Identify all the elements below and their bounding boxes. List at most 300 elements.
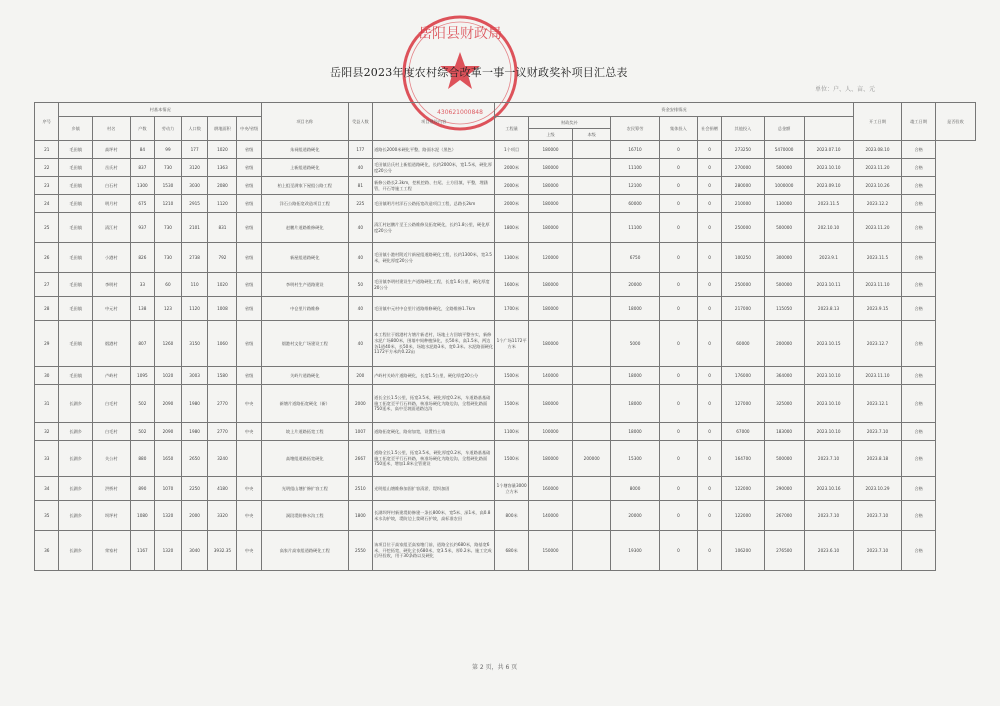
table-cell-households: 502 xyxy=(130,423,154,441)
table-cell-accept: 合格 xyxy=(902,297,935,321)
table-cell-social: 0 xyxy=(697,141,721,159)
table-cell-total: 200000 xyxy=(764,321,804,367)
table-cell-level: 省级 xyxy=(237,297,261,321)
table-cell-start: 2023.10.16 xyxy=(804,477,853,501)
table-cell-town: 毛田镇 xyxy=(59,159,92,177)
table-cell-finish: 2023.12.7 xyxy=(853,321,902,367)
table-cell-households: 937 xyxy=(130,213,154,243)
table-cell-beneficiaries: 1007 xyxy=(348,423,372,441)
table-row xyxy=(35,141,976,159)
table-cell-county xyxy=(573,531,611,571)
table-cell-labor-in: 12100 xyxy=(611,177,660,195)
table-cell-farmland: 1580 xyxy=(208,367,237,385)
header-funds: 资金安排情况 xyxy=(495,103,853,117)
table-cell-beneficiaries: 40 xyxy=(348,321,372,367)
table-row xyxy=(35,297,976,321)
table-cell-seq: 31 xyxy=(35,385,59,423)
header-central-province: 中央/省级 xyxy=(237,117,261,141)
table-cell-upper: 180000 xyxy=(528,273,572,297)
table-cell-town: 毛田镇 xyxy=(59,243,92,273)
table-row xyxy=(35,213,976,243)
table-cell-workload: 2000米 xyxy=(495,195,528,213)
table-cell-workload: 2000米 xyxy=(495,159,528,177)
header-farmland: 耕地面积 xyxy=(208,117,237,141)
table-cell-social: 0 xyxy=(697,501,721,531)
table-cell-other: 250000 xyxy=(722,213,764,243)
table-cell-level: 省级 xyxy=(237,213,261,243)
table-cell-upper: 120000 xyxy=(528,243,572,273)
table-cell-level: 省级 xyxy=(237,321,261,367)
table-row xyxy=(35,423,976,441)
table-cell-farmland: 1120 xyxy=(208,195,237,213)
table-cell-other: 60000 xyxy=(722,321,764,367)
table-cell-county xyxy=(573,423,611,441)
table-cell-finish: 2023.9.15 xyxy=(853,297,902,321)
table-cell-level: 中央 xyxy=(237,531,261,571)
table-cell-content: 毛田镇明月村洋石公路拓宽改造项目工程，总路长2km xyxy=(373,195,495,213)
table-cell-seq: 24 xyxy=(35,195,59,213)
table-cell-village: 坝坪村 xyxy=(92,501,130,531)
table-cell-households: 84 xyxy=(130,141,154,159)
table-cell-level: 中央 xyxy=(237,423,261,441)
page-footer: 第 2 页，共 6 页 xyxy=(472,664,518,671)
table-cell-finish: 2023.11.20 xyxy=(853,159,902,177)
table-cell-workload: 1500米 xyxy=(495,385,528,423)
table-cell-labor: 730 xyxy=(155,213,182,243)
table-cell-workload: 800米 xyxy=(495,501,528,531)
table-cell-project: 洞段堤防修水沟工程 xyxy=(261,501,348,531)
table-cell-town: 毛田镇 xyxy=(59,195,92,213)
table-cell-seq: 29 xyxy=(35,321,59,367)
table-cell-collective: 0 xyxy=(660,531,698,571)
table-cell-seq: 23 xyxy=(35,177,59,195)
header-labor: 劳动力 xyxy=(155,117,182,141)
svg-text:岳阳县财政局: 岳阳县财政局 xyxy=(418,26,502,42)
table-cell-households: 826 xyxy=(130,243,154,273)
table-cell-households: 1080 xyxy=(130,501,154,531)
table-cell-accept: 合格 xyxy=(902,159,935,177)
header-fiscal: 财政奖补 xyxy=(528,117,610,129)
table-cell-population: 2101 xyxy=(181,213,208,243)
table-cell-town: 长湖乡 xyxy=(59,441,92,477)
table-cell-workload: 1300米 xyxy=(495,243,528,273)
table-cell-labor: 730 xyxy=(155,159,182,177)
table-cell-county xyxy=(573,195,611,213)
table-cell-other: 164700 xyxy=(722,441,764,477)
table-cell-farmland: 3240 xyxy=(208,441,237,477)
table-cell-county xyxy=(573,321,611,367)
table-cell-start: 2023.10.10 xyxy=(804,159,853,177)
table-cell-upper: 180000 xyxy=(528,297,572,321)
header-households: 户数 xyxy=(130,117,154,141)
table-cell-level: 省级 xyxy=(237,195,261,213)
header-finish: 竣工日期 xyxy=(902,103,935,141)
table-cell-start: 2023.9.1 xyxy=(804,243,853,273)
table-cell-seq: 26 xyxy=(35,243,59,273)
header-upper: 上级 xyxy=(528,129,572,141)
table-cell-households: 33 xyxy=(130,273,154,297)
table-cell-total: 130000 xyxy=(764,195,804,213)
table-cell-collective: 0 xyxy=(660,297,698,321)
table-cell-finish: 2023.11.20 xyxy=(853,213,902,243)
table-cell-project: 洋石公路拓宽改造项目工程 xyxy=(261,195,348,213)
table-cell-social: 0 xyxy=(697,477,721,501)
table-cell-beneficiaries: 40 xyxy=(348,297,372,321)
table-row xyxy=(35,159,976,177)
table-cell-village: 白毛村 xyxy=(92,423,130,441)
table-cell-workload: 1500米 xyxy=(495,441,528,477)
table-cell-village: 关公村 xyxy=(92,441,130,477)
table-cell-population: 3030 xyxy=(181,177,208,195)
table-cell-village: 洪桥村 xyxy=(92,477,130,501)
table-cell-project: 烟港村文化广场建设工程 xyxy=(261,321,348,367)
header-town: 乡镇 xyxy=(59,117,92,141)
table-cell-social: 0 xyxy=(697,441,721,477)
table-cell-content: 清江村赵鹏片至王公路维修及拓宽硬化，长约1.8公里，硬化厚度20公分 xyxy=(373,213,495,243)
table-cell-finish: 2023.11.5 xyxy=(853,243,902,273)
table-cell-village: 岳氏村 xyxy=(92,159,130,177)
table-cell-labor-in: 6750 xyxy=(611,243,660,273)
table-cell-content: 卢岭村关岭片道路硬化，长度1.5公里，硬化厚度20公分 xyxy=(373,367,495,385)
table-cell-labor: 1320 xyxy=(155,531,182,571)
table-cell-collective: 0 xyxy=(660,501,698,531)
table-cell-finish: 2023.10.29 xyxy=(853,477,902,501)
table-cell-labor-in: 18000 xyxy=(611,385,660,423)
table-cell-project: 高塘组道路拓宽硬化 xyxy=(261,441,348,477)
table-cell-upper: 160000 xyxy=(528,477,572,501)
table-cell-households: 837 xyxy=(130,159,154,177)
table-cell-labor-in: 19300 xyxy=(611,531,660,571)
table-cell-total: 500000 xyxy=(764,213,804,243)
table-cell-other: 67000 xyxy=(722,423,764,441)
table-cell-project: 朱祠组道路硬化 xyxy=(261,141,348,159)
table-cell-project: 新屋组道路硬化 xyxy=(261,243,348,273)
table-cell-collective: 0 xyxy=(660,273,698,297)
table-cell-other: 122000 xyxy=(722,501,764,531)
table-cell-households: 807 xyxy=(130,321,154,367)
table-cell-project: 坡上片道路拓宽工程 xyxy=(261,423,348,441)
table-cell-start: 202.10.10 xyxy=(804,213,853,243)
table-cell-social: 0 xyxy=(697,423,721,441)
table-cell-households: 1095 xyxy=(130,367,154,385)
table-row xyxy=(35,243,976,273)
table-cell-town: 毛田镇 xyxy=(59,213,92,243)
table-cell-workload: 1100米 xyxy=(495,423,528,441)
table-cell-seq: 33 xyxy=(35,441,59,477)
table-cell-level xyxy=(237,441,261,477)
table-cell-project: 李明村生产道路建设 xyxy=(261,273,348,297)
header-seq: 序号 xyxy=(35,103,59,141)
table-cell-level: 省级 xyxy=(237,367,261,385)
table-cell-town: 长湖乡 xyxy=(59,501,92,531)
table-cell-project: 光明组山塘扩修扩容工程 xyxy=(261,477,348,501)
table-cell-labor-in: 18000 xyxy=(611,297,660,321)
table-cell-content: 毛田镇中元村中仓里片道路维修硬化，全路维修1.7km xyxy=(373,297,495,321)
table-cell-households: 1167 xyxy=(130,531,154,571)
table-cell-population: 3120 xyxy=(181,159,208,177)
table-cell-social: 0 xyxy=(697,531,721,571)
table-cell-workload: 1800米 xyxy=(495,213,528,243)
table-row xyxy=(35,195,976,213)
table-cell-village: 中元村 xyxy=(92,297,130,321)
table-cell-level: 中央 xyxy=(237,501,261,531)
table-cell-population: 2000 xyxy=(181,501,208,531)
table-cell-finish: 2023.11.10 xyxy=(853,273,902,297)
table-cell-total: 115050 xyxy=(764,297,804,321)
table-cell-seq: 22 xyxy=(35,159,59,177)
table-cell-population: 1120 xyxy=(181,297,208,321)
table-cell-labor-in: 11100 xyxy=(611,159,660,177)
header-workload: 工程量 xyxy=(495,117,528,141)
table-cell-upper: 140000 xyxy=(528,501,572,531)
table-cell-town: 毛田镇 xyxy=(59,273,92,297)
header-content: 项目建设内容 xyxy=(373,103,495,141)
table-cell-labor-in: 8000 xyxy=(611,477,660,501)
table-cell-finish: 2023.7.10 xyxy=(853,501,902,531)
table-cell-labor-in: 18000 xyxy=(611,423,660,441)
table-cell-total: 183000 xyxy=(764,423,804,441)
table-cell-seq: 21 xyxy=(35,141,59,159)
table-cell-level: 省级 xyxy=(237,177,261,195)
table-cell-households: 890 xyxy=(130,477,154,501)
table-cell-other: 270000 xyxy=(722,159,764,177)
summary-table xyxy=(34,102,976,571)
table-row xyxy=(35,501,976,531)
table-cell-county xyxy=(573,177,611,195)
table-cell-seq: 35 xyxy=(35,501,59,531)
table-cell-beneficiaries: 50 xyxy=(348,273,372,297)
table-cell-accept: 合格 xyxy=(902,501,935,531)
table-cell-other: 273250 xyxy=(722,141,764,159)
table-cell-households: 675 xyxy=(130,195,154,213)
header-other: 其他投入 xyxy=(722,117,764,141)
table-cell-workload: 1700米 xyxy=(495,297,528,321)
table-cell-upper: 150000 xyxy=(528,531,572,571)
table-cell-labor: 730 xyxy=(155,243,182,273)
table-cell-labor-in: 5000 xyxy=(611,321,660,367)
table-cell-labor: 2090 xyxy=(155,423,182,441)
table-cell-population: 2650 xyxy=(181,441,208,477)
table-cell-beneficiaries: 225 xyxy=(348,195,372,213)
table-cell-workload: 1个广场1172平方米 xyxy=(495,321,528,367)
table-row xyxy=(35,385,976,423)
table-cell-upper: 180000 xyxy=(528,441,572,477)
table-cell-upper: 100000 xyxy=(528,423,572,441)
table-cell-start: 2023.10.11 xyxy=(804,273,853,297)
table-cell-accept: 合格 xyxy=(902,195,935,213)
table-cell-farmland: 2080 xyxy=(208,177,237,195)
table-cell-project: 中仓里片路维修 xyxy=(261,297,348,321)
table-cell-beneficiaries: 2000 xyxy=(348,385,372,423)
svg-text:430621000848: 430621000848 xyxy=(437,109,483,116)
table-cell-population: 1980 xyxy=(181,423,208,441)
table-cell-beneficiaries: 40 xyxy=(348,243,372,273)
table-cell-start: 2023.10.15 xyxy=(804,321,853,367)
table-cell-upper: 180000 xyxy=(528,321,572,367)
table-cell-start: 2023.10.10 xyxy=(804,385,853,423)
table-cell-total: 364000 xyxy=(764,367,804,385)
table-cell-collective: 0 xyxy=(660,243,698,273)
table-cell-labor: 2090 xyxy=(155,385,182,423)
table-row xyxy=(35,441,976,477)
unit-note: 单位：户、人、亩、元 xyxy=(815,86,876,93)
table-cell-households: 502 xyxy=(130,385,154,423)
table-cell-farmland: 3320 xyxy=(208,501,237,531)
table-cell-accept: 合格 xyxy=(902,441,935,477)
table-cell-content: 长湖坝坪村新建堤防修建一条长800米、宽5米、深1米，高0.8米水沟护坡，堤防边上浆砌石护坡，高标准农田 xyxy=(373,501,495,531)
table-row xyxy=(35,367,976,385)
table-cell-total: 1000000 xyxy=(764,177,804,195)
table-cell-social: 0 xyxy=(697,297,721,321)
table-cell-finish: 2023.10.26 xyxy=(853,177,902,195)
table-cell-level: 省级 xyxy=(237,159,261,177)
table-cell-social: 0 xyxy=(697,213,721,243)
table-cell-start: 2023.10.10 xyxy=(804,367,853,385)
table-cell-beneficiaries: 2667 xyxy=(348,441,372,477)
table-cell-seq: 30 xyxy=(35,367,59,385)
table-cell-town: 毛田镇 xyxy=(59,177,92,195)
table-cell-county xyxy=(573,501,611,531)
table-cell-level: 省级 xyxy=(237,273,261,297)
table-cell-content: 该项目位于高家组至高家塘门前，道路全长约680米，路基宽6米，开挖拓宽，硬化全长680米，宽3.5米，厚0.2米。施工完成后经验收，用于30条路以及硬化 xyxy=(373,531,495,571)
table-cell-collective: 0 xyxy=(660,213,698,243)
table-cell-social: 0 xyxy=(697,385,721,423)
table-cell-other: 127000 xyxy=(722,385,764,423)
table-cell-labor-in: 15300 xyxy=(611,441,660,477)
table-cell-collective: 0 xyxy=(660,177,698,195)
table-cell-content: 毛田镇岳氏村上新组道路硬化，长约2000米，宽1.5米，硬化厚度20公分 xyxy=(373,159,495,177)
table-cell-collective: 0 xyxy=(660,367,698,385)
table-cell-county xyxy=(573,273,611,297)
table-cell-total: 325000 xyxy=(764,385,804,423)
table-cell-county xyxy=(573,141,611,159)
table-cell-seq: 27 xyxy=(35,273,59,297)
table-cell-collective: 0 xyxy=(660,423,698,441)
table-cell-beneficiaries: 40 xyxy=(348,159,372,177)
table-cell-seq: 34 xyxy=(35,477,59,501)
table-cell-total: 500000 xyxy=(764,159,804,177)
header-social: 社会捐赠 xyxy=(697,117,721,141)
table-cell-accept: 合格 xyxy=(902,321,935,367)
table-cell-village: 明月村 xyxy=(92,195,130,213)
table-row xyxy=(35,531,976,571)
header-village: 村名 xyxy=(92,117,130,141)
header-population: 人口数 xyxy=(181,117,208,141)
table-cell-start: 2023.7.10 xyxy=(804,441,853,477)
table-cell-seq: 32 xyxy=(35,423,59,441)
table-row xyxy=(35,321,976,367)
table-cell-population: 1980 xyxy=(181,385,208,423)
table-cell-village: 荣家村 xyxy=(92,531,130,571)
table-cell-project: 高家片高家组道路硬化工程 xyxy=(261,531,348,571)
table-cell-other: 280000 xyxy=(722,177,764,195)
table-cell-content: 光明组山塘维修加固扩容清淤，堤坝加固 xyxy=(373,477,495,501)
header-farmer-labor: 农民筹劳 xyxy=(611,117,660,141)
table-cell-town: 毛田镇 xyxy=(59,141,92,159)
table-cell-town: 长湖乡 xyxy=(59,423,92,441)
table-cell-farmland: 2770 xyxy=(208,423,237,441)
table-cell-county xyxy=(573,159,611,177)
table-cell-other: 250000 xyxy=(722,273,764,297)
table-cell-collective: 0 xyxy=(660,159,698,177)
table-cell-finish: 2023.8.18 xyxy=(853,441,902,477)
table-cell-other: 100250 xyxy=(722,243,764,273)
table-cell-labor: 1320 xyxy=(155,501,182,531)
table-cell-collective: 0 xyxy=(660,441,698,477)
table-cell-farmland: 2770 xyxy=(208,385,237,423)
table-cell-population: 2738 xyxy=(181,243,208,273)
table-cell-farmland: 831 xyxy=(208,213,237,243)
table-cell-farmland: 1363 xyxy=(208,159,237,177)
table-cell-finish: 2023.7.10 xyxy=(853,531,902,571)
table-cell-county xyxy=(573,385,611,423)
table-cell-farmland: 1060 xyxy=(208,321,237,367)
table-cell-labor: 1020 xyxy=(155,367,182,385)
table-cell-upper: 180000 xyxy=(528,141,572,159)
table-cell-labor: 1530 xyxy=(155,177,182,195)
table-cell-collective: 0 xyxy=(660,321,698,367)
table-cell-workload: 680米 xyxy=(495,531,528,571)
table-cell-county xyxy=(573,213,611,243)
table-cell-content: 本工程位于烟港村方塘片新老村，场地土方回填平整夯实，新修水泥广场800米，围墙中间种植绿化，长50米，高1.5米，两边各1道40米，长50米，场地水泥路3米，宽0.3米。水泥路面硬化1172平方米约0.22亩 xyxy=(373,321,495,367)
table-cell-accept: 合格 xyxy=(902,243,935,273)
table-cell-upper: 180000 xyxy=(528,213,572,243)
table-cell-farmland: 792 xyxy=(208,243,237,273)
table-cell-county xyxy=(573,367,611,385)
table-cell-workload: 2000米 xyxy=(495,177,528,195)
header-collective: 集体投入 xyxy=(660,117,698,141)
table-cell-project: 关岭片道路硬化 xyxy=(261,367,348,385)
table-cell-farmland: 1020 xyxy=(208,141,237,159)
table-cell-start: 2023.11.5 xyxy=(804,195,853,213)
table-cell-upper: 180000 xyxy=(528,195,572,213)
table-cell-content: 道路长2000米硬化平整，路面水泥（黑色） xyxy=(373,141,495,159)
table-cell-population: 2915 xyxy=(181,195,208,213)
table-cell-labor: 123 xyxy=(155,297,182,321)
table-cell-population: 2250 xyxy=(181,477,208,501)
table-cell-workload: 1个项目 xyxy=(495,141,528,159)
table-row xyxy=(35,177,976,195)
table-cell-village: 白毛村 xyxy=(92,385,130,423)
table-cell-content: 毛田镇小港村附近片新屋组道路硬化工程，长约1300米，宽3.5米，硬化厚度20公分 xyxy=(373,243,495,273)
table-cell-content: 毛田镇李明村建设生产道路硬化工程，长度1.6公里，硬化厚度20公分 xyxy=(373,273,495,297)
table-cell-accept: 合格 xyxy=(902,177,935,195)
table-cell-labor-in: 20000 xyxy=(611,501,660,531)
table-cell-level: 中央 xyxy=(237,477,261,501)
table-cell-collective: 0 xyxy=(660,195,698,213)
table-cell-finish: 2023.12.1 xyxy=(853,385,902,423)
table-cell-collective: 0 xyxy=(660,141,698,159)
table-cell-social: 0 xyxy=(697,367,721,385)
table-cell-labor: 60 xyxy=(155,273,182,297)
table-cell-village: 清江村 xyxy=(92,213,130,243)
table-cell-start: 2023.6.10 xyxy=(804,531,853,571)
table-cell-start: 2023.07.10 xyxy=(804,141,853,159)
table-cell-labor-in: 18000 xyxy=(611,367,660,385)
table-cell-labor: 1650 xyxy=(155,441,182,477)
table-cell-upper: 180000 xyxy=(528,385,572,423)
table-cell-county xyxy=(573,297,611,321)
table-cell-households: 880 xyxy=(130,441,154,477)
table-cell-seq: 25 xyxy=(35,213,59,243)
table-cell-other: 217000 xyxy=(722,297,764,321)
header-project-name: 项目名称 xyxy=(261,103,348,141)
table-cell-start: 2023.09.10 xyxy=(804,177,853,195)
table-cell-beneficiaries: 1800 xyxy=(348,501,372,531)
table-cell-town: 毛田镇 xyxy=(59,297,92,321)
table-cell-town: 毛田镇 xyxy=(59,367,92,385)
table-cell-village: 烟港村 xyxy=(92,321,130,367)
